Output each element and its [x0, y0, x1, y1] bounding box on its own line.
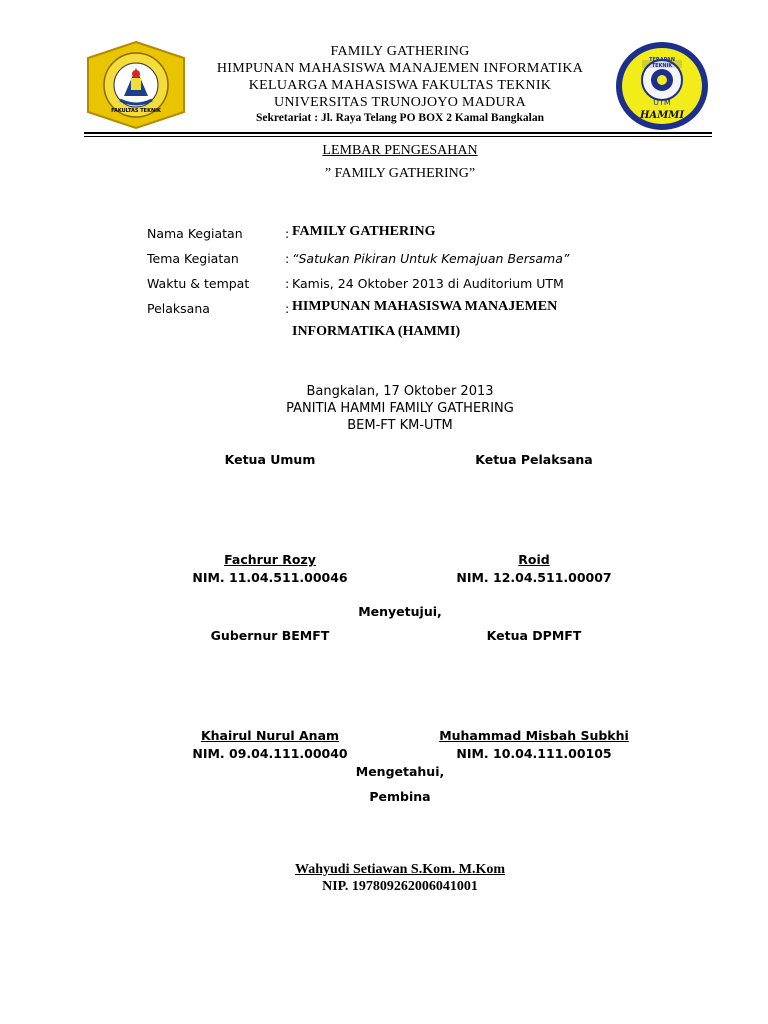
acknowledge-label: Mengetahui,	[355, 764, 445, 779]
signatory-name-right: Roid	[518, 552, 550, 567]
detail-label-pelaksana: Pelaksana	[147, 301, 210, 316]
hammi-logo	[614, 40, 710, 132]
signatory-nim-right: NIM. 12.04.511.00007	[456, 570, 612, 585]
detail-sep: :	[285, 226, 290, 241]
detail-sep: :	[285, 251, 290, 266]
detail-value-tema: “Satukan Pikiran Untuk Kemajuan Bersama”	[292, 251, 570, 266]
approval-label: Menyetujui,	[358, 604, 442, 619]
faculty-logo	[84, 40, 188, 130]
detail-sep: :	[285, 276, 290, 291]
place-date: Bangkalan, 17 Oktober 2013	[306, 384, 494, 399]
header-line-2: HIMPUNAN MAHASISWA MANAJEMEN INFORMATIKA	[216, 61, 584, 76]
detail-value-pelaksana: HIMPUNAN MAHASISWA MANAJEMEN	[292, 299, 558, 314]
signatory-role-right: Ketua Pelaksana	[475, 452, 593, 467]
hammi-logo-mid: UTM	[653, 98, 671, 107]
signatory-name-right-2: Muhammad Misbah Subkhi	[439, 728, 629, 743]
signatory-name-left-2: Khairul Nurul Anam	[200, 728, 340, 743]
signatory-nim-right-2: NIM. 10.04.111.00105	[456, 746, 612, 761]
advisor-nip: NIP. 197809262006041001	[322, 879, 478, 894]
header-line-1: FAMILY GATHERING	[330, 44, 470, 59]
advisor-role: Pembina	[369, 789, 431, 804]
signatory-nim-left: NIM. 11.04.511.00046	[192, 570, 348, 585]
detail-label-waktu: Waktu & tempat	[147, 276, 250, 291]
header-address: Sekretariat : Jl. Raya Telang PO BOX 2 Kamal Bangkalan	[256, 112, 544, 124]
header-rule-thin	[84, 136, 712, 137]
signatory-role-right-2: Ketua DPMFT	[486, 628, 582, 643]
header-line-3: KELUARGA MAHASISWA FAKULTAS TEKNIK	[248, 78, 552, 93]
header-line-4: UNIVERSITAS TRUNOJOYO MADURA	[273, 95, 527, 110]
page-subtitle: ” FAMILY GATHERING”	[324, 166, 476, 181]
signatory-role-left: Ketua Umum	[224, 452, 316, 467]
detail-label-nama: Nama Kegiatan	[147, 226, 243, 241]
signatory-role-left-2: Gubernur BEMFT	[210, 628, 330, 643]
page-title: LEMBAR PENGESAHAN	[322, 143, 478, 158]
hammi-logo-top: TERAPAN TEKNIK	[649, 57, 675, 69]
detail-value-waktu: Kamis, 24 Oktober 2013 di Auditorium UTM	[292, 276, 564, 291]
detail-value-pelaksana-2: INFORMATIKA (HAMMI)	[292, 324, 461, 339]
hammi-logo-bottom: HAMMI	[639, 110, 685, 121]
signatory-nim-left-2: NIM. 09.04.111.00040	[192, 746, 348, 761]
faculty-logo-caption: FAKULTAS TEKNIK	[111, 108, 161, 114]
detail-value-nama: FAMILY GATHERING	[292, 224, 436, 239]
detail-label-tema: Tema Kegiatan	[147, 251, 239, 266]
advisor-name: Wahyudi Setiawan S.Kom. M.Kom	[294, 862, 506, 877]
committee-name: PANITIA HAMMI FAMILY GATHERING	[286, 401, 514, 416]
header-rule-thick	[84, 132, 712, 134]
detail-sep: :	[285, 301, 290, 316]
signatory-name-left: Fachrur Rozy	[224, 552, 316, 567]
committee-org: BEM-FT KM-UTM	[347, 418, 453, 433]
